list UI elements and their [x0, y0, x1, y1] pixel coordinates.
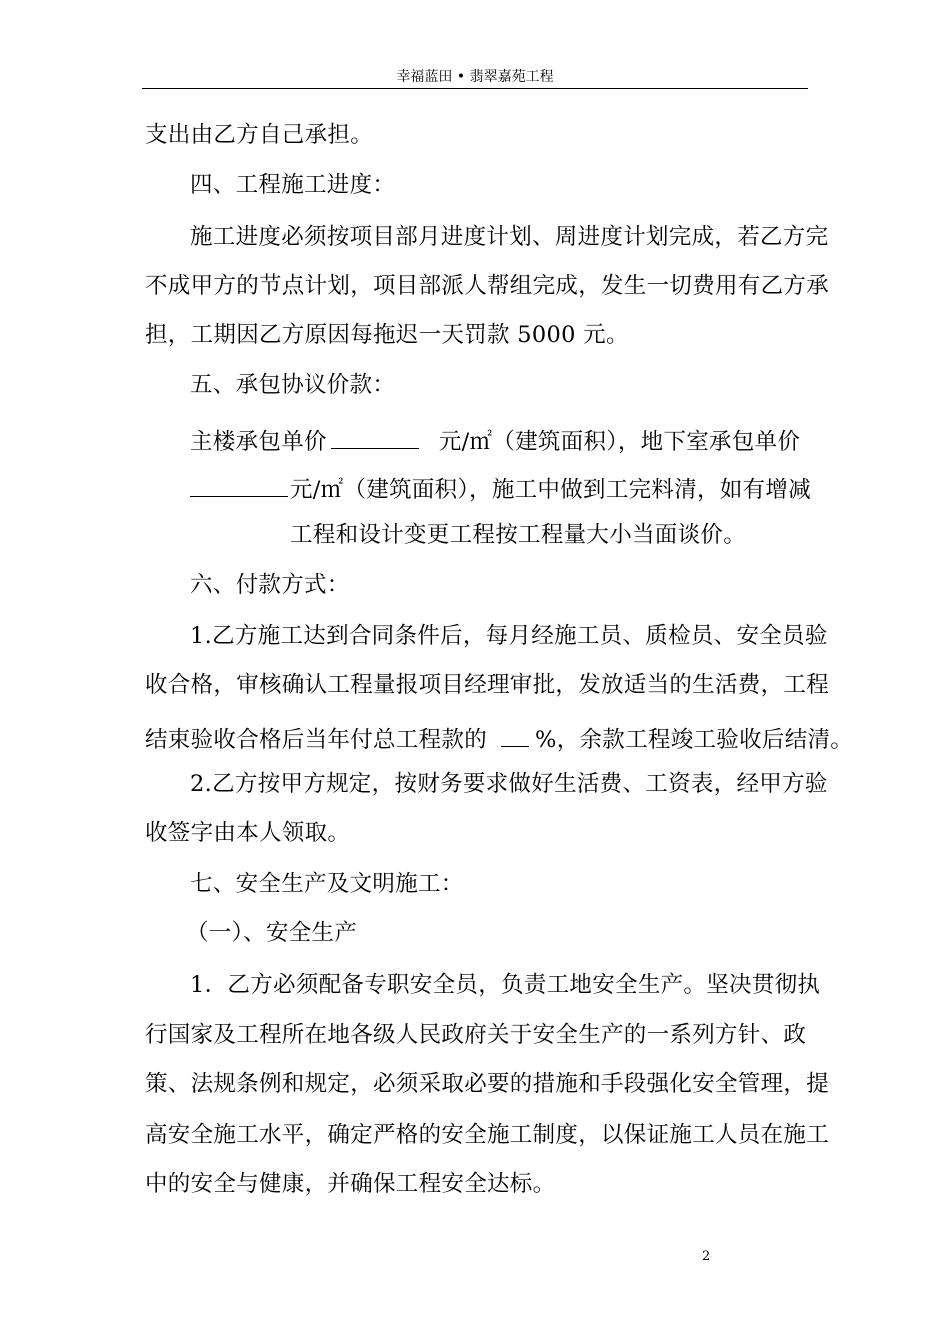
section-heading: 五、承包协议价款：: [190, 372, 396, 398]
main-building-price-blank: [331, 422, 419, 449]
body-line: 不成甲方的节点计划，项目部派人帮组完成，发生一切费用有乙方承: [145, 273, 830, 299]
body-line: 高安全施工水平，确定严格的安全施工制度，以保证施工人员在施工: [145, 1122, 830, 1148]
body-text: %，余款工程竣工验收后结清。: [535, 727, 854, 753]
body-line: 行国家及工程所在地各级人民政府关于安全生产的一系列方针、政: [145, 1022, 807, 1048]
body-line: 中的安全与健康，并确保工程安全达标。: [145, 1171, 556, 1197]
body-line: 工程和设计变更工程按工程量大小当面谈价。: [290, 522, 747, 548]
body-line: [190, 422, 800, 457]
body-line: 策、法规条例和规定，必须采取必要的措施和手段强化安全管理，提: [145, 1071, 830, 1097]
body-line: [145, 720, 853, 755]
body-line: 支出由乙方自己承担。: [145, 122, 374, 148]
body-line: [190, 470, 811, 505]
body-line: 2.乙方按甲方规定，按财务要求做好生活费、工资表，经甲方验: [190, 771, 828, 797]
body-text: 元/㎡（建筑面积），施工中做到工完料清，如有增减: [290, 477, 812, 503]
body-text: 结束验收合格后当年付总工程款的: [145, 727, 488, 753]
body-line: 施工进度必须按项目部月进度计划、周进度计划完成，若乙方完: [190, 224, 829, 250]
body-text: 元/㎡（建筑面积），地下室承包单价: [438, 429, 801, 455]
body-line: 1.乙方施工达到合同条件后，每月经施工员、质检员、安全员验: [190, 623, 828, 649]
body-line: 担，工期因乙方原因每拖迟一天罚款 5000 元。: [145, 322, 629, 348]
section-heading: 四、工程施工进度：: [190, 172, 396, 198]
body-line: 收签字由本人领取。: [145, 820, 351, 846]
page-header: 幸福蓝田 • 翡翠嘉苑工程: [142, 66, 808, 89]
page-number: 2: [702, 1249, 711, 1264]
payment-percent-blank: [501, 720, 529, 747]
section-heading: 六、付款方式：: [190, 572, 350, 598]
body-line: 1．乙方必须配备专职安全员，负责工地安全生产。坚决贯彻执: [190, 972, 821, 998]
section-heading: 七、安全生产及文明施工：: [190, 871, 464, 897]
basement-price-blank: [190, 470, 288, 497]
body-text: 主楼承包单价: [190, 429, 327, 455]
body-line: 收合格，审核确认工程量报项目经理审批，发放适当的生活费，工程: [145, 672, 830, 698]
subsection-heading: （一）、安全生产: [186, 920, 358, 946]
